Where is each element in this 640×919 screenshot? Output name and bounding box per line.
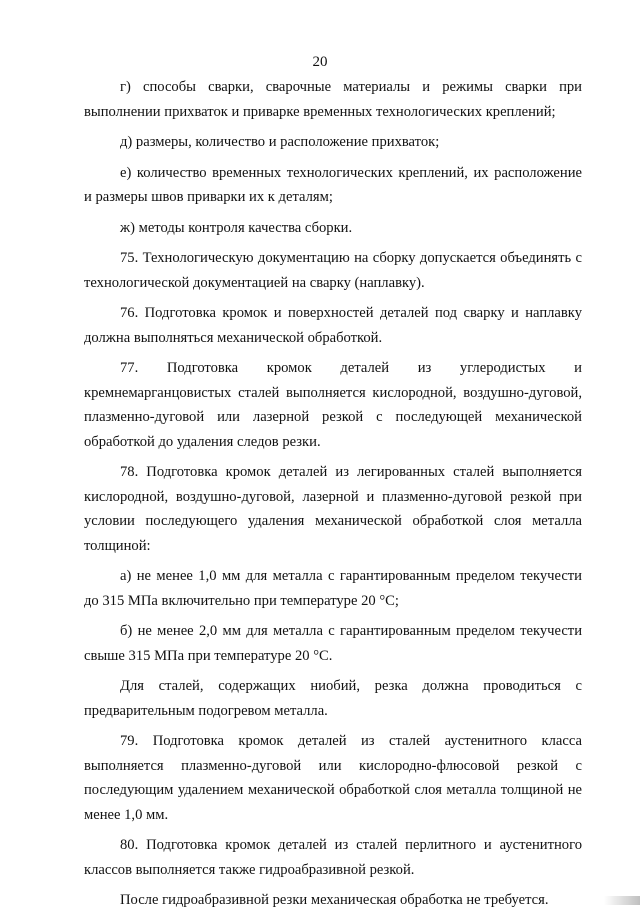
paragraph-g: г) способы сварки, сварочные материалы и режимы сварки при выполнении прихваток и приварке временных технологических креплений; [84,79,582,120]
paragraph-d: д) размеры, количество и расположение прихваток; [120,134,440,150]
paragraph-75: 75. Технологическую документацию на сборку допускается объединять с технологической документацией на сварку (наплавку). [84,250,582,291]
document-body [84,75,582,919]
scan-edge-mark [604,896,640,905]
paragraph-zh: ж) методы контроля качества сборки. [120,219,353,236]
paragraph-niobium: Для сталей, содержащих ниобий, резка должна проводиться с предварительным подогревом металла. [84,678,582,719]
paragraph-77: 77. Подготовка кромок деталей из углеродистых и кремнемарганцовистых сталей выполняется кислородной, воздушно-дуговой, плазменно-дуговой или лазерной резкой с последующей механической обработкой до удаления следов резки. [84,360,582,450]
paragraph-78a: а) не менее 1,0 мм для металла с гарантированным пределом текучести до 315 МПа включительно при температуре 20 °С; [84,568,582,609]
page-number: 20 [312,54,328,70]
paragraph-e: е) количество временных технологических креплений, их расположение и размеры швов приварки их к деталям; [84,164,582,205]
paragraph-79: 79. Подготовка кромок деталей из сталей аустенитного класса выполняется плазменно-дуговой или кислородно-флюсовой резкой с последующим удалением механической обработкой слоя металла толщиной не менее 1,0 мм. [84,733,582,823]
paragraph-78: 78. Подготовка кромок деталей из легированных сталей выполняется кислородной, воздушно-дуговой, лазерной и плазменно-дуговой резкой при условии последующего удаления механической обработкой слоя металла толщиной: [84,464,582,554]
paragraph-after-cutting: После гидроабразивной резки механическая обработка не требуется. [120,892,549,908]
paragraph-76: 76. Подготовка кромок и поверхностей деталей под сварку и наплавку должна выполняться механической обработкой. [84,305,582,346]
paragraph-78b: б) не менее 2,0 мм для металла с гарантированным пределом текучести свыше 315 МПа при температуре 20 °С. [84,623,582,664]
paragraph-80: 80. Подготовка кромок деталей из сталей перлитного и аустенитного классов выполняется также гидроабразивной резкой. [84,837,582,878]
